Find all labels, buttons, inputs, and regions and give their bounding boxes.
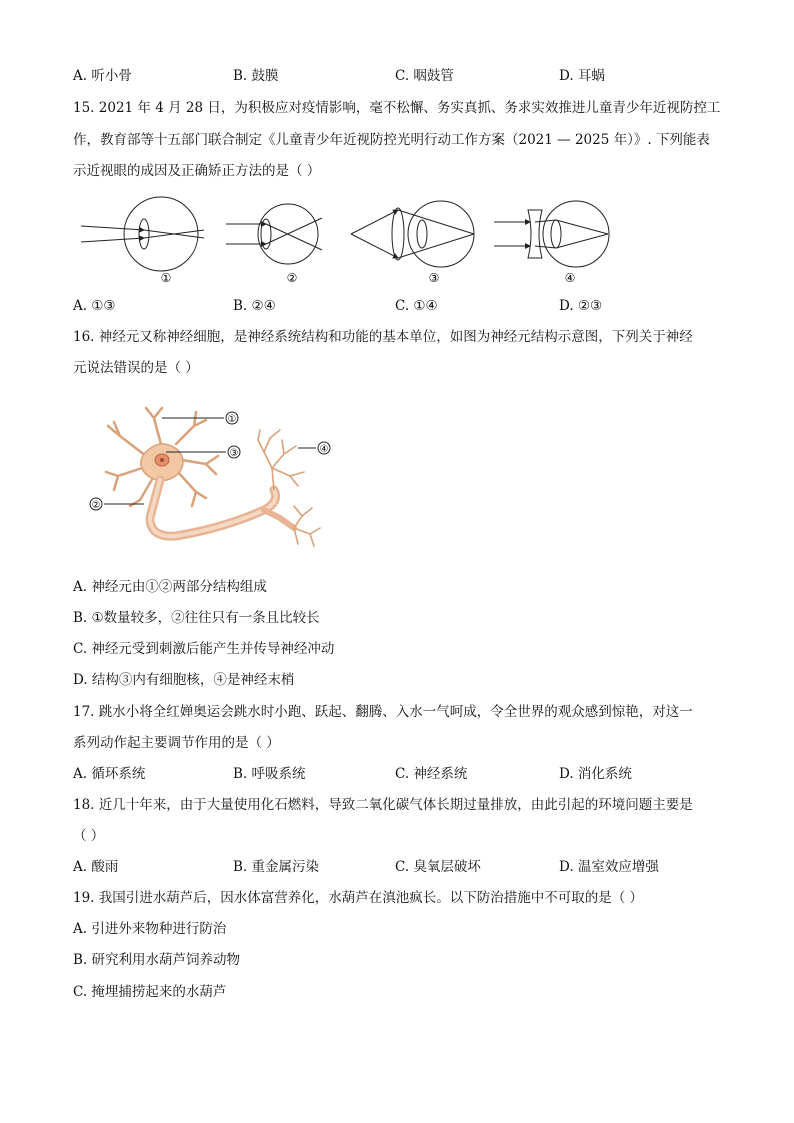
q17-stem-line-1: 17. 跳水小将全红婵奥运会跳水时小跑、跃起、翻腾、入水一气呵成，令全世界的观众感到惊艳，对这一 — [73, 704, 693, 720]
q18-option-c[interactable]: C. 臭氧层破坏 — [395, 859, 481, 875]
q18-option-d[interactable]: D. 温室效应增强 — [559, 859, 659, 875]
q18-stem-line-2: （ ） — [73, 828, 105, 844]
neuron-diagram-figure — [84, 406, 354, 556]
q15-stem-line-2: 作，教育部等十五部门联合制定《儿童青少年近视防控光明行动工作方案（2021 — 2025 年）》. 下列能表 — [73, 132, 710, 148]
eye-label-4: ④ — [564, 271, 576, 285]
q15-stem-line-3: 示近视眼的成因及正确矫正方法的是（ ） — [73, 163, 321, 179]
q17-option-d[interactable]: D. 消化系统 — [559, 766, 632, 782]
q18-stem-line-1: 18. 近几十年来，由于大量使用化石燃料，导致二氧化碳气体长期过量排放，由此引起的环境问题主要是 — [73, 797, 693, 813]
q14-option-c[interactable]: C. 咽鼓管 — [395, 68, 454, 84]
q15-stem-line-1: 15. 2021 年 4 月 28 日，为积极应对疫情影响，毫不松懈、务实真抓、务求实效推进儿童青少年近视防控工 — [73, 100, 721, 116]
q16-stem-line-2: 元说法错误的是（ ） — [73, 360, 199, 376]
q19-option-b[interactable]: B. 研究利用水葫芦饲养动物 — [73, 952, 241, 968]
q17-options — [73, 764, 733, 784]
q15-option-b[interactable]: B. ②④ — [233, 298, 276, 314]
q17-option-c[interactable]: C. 神经系统 — [395, 766, 468, 782]
q19-option-a[interactable]: A. 引进外来物种进行防治 — [73, 921, 227, 937]
eye-diagram-4 — [494, 201, 609, 267]
eye-diagram-3 — [351, 201, 474, 267]
q18-option-a[interactable]: A. 酸雨 — [73, 859, 119, 875]
q15-option-c[interactable]: C. ①④ — [395, 298, 438, 314]
q18-options — [73, 857, 733, 877]
eye-label-2: ② — [286, 271, 298, 285]
q19-option-c[interactable]: C. 掩埋捕捞起来的水葫芦 — [73, 984, 227, 1000]
eye-diagram-2 — [226, 204, 322, 264]
q14-option-d[interactable]: D. 耳蜗 — [559, 68, 605, 84]
q14-option-a[interactable]: A. 听小骨 — [73, 68, 132, 84]
eye-label-1: ① — [160, 271, 172, 285]
q17-option-a[interactable]: A. 循环系统 — [73, 766, 146, 782]
neuron-label-1: ① — [227, 414, 237, 425]
q16-option-a[interactable]: A. 神经元由①②两部分结构组成 — [73, 579, 267, 595]
neuron-label-4: ④ — [319, 444, 329, 455]
neuron-axon-terminals — [258, 430, 320, 546]
q16-option-b[interactable]: B. ①数量较多，②往往只有一条且比较长 — [73, 610, 320, 626]
neuron-label-3: ③ — [229, 448, 239, 459]
q15-option-d[interactable]: D. ②③ — [559, 298, 603, 314]
eye-diagram-figure — [76, 196, 636, 292]
eye-diagram-1 — [81, 197, 204, 271]
q15-options — [73, 296, 733, 316]
q17-option-b[interactable]: B. 呼吸系统 — [233, 766, 306, 782]
q19-stem-line-1: 19. 我国引进水葫芦后，因水体富营养化，水葫芦在滇池疯长。以下防治措施中不可取的是（ ） — [73, 890, 644, 906]
q14-option-b[interactable]: B. 鼓膜 — [233, 68, 279, 84]
eye-label-3: ③ — [428, 271, 440, 285]
q16-option-d[interactable]: D. 结构③内有细胞核，④是神经末梢 — [73, 672, 295, 688]
q16-option-c[interactable]: C. 神经元受到刺激后能产生并传导神经冲动 — [73, 641, 335, 657]
q16-stem-line-1: 16. 神经元又称神经细胞，是神经系统结构和功能的基本单位，如图为神经元结构示意图，下列关于神经 — [73, 329, 693, 345]
q17-stem-line-2: 系列动作起主要调节作用的是（ ） — [73, 735, 280, 751]
neuron-label-2: ② — [91, 500, 101, 511]
q18-option-b[interactable]: B. 重金属污染 — [233, 859, 320, 875]
q14-options — [73, 66, 733, 86]
q15-option-a[interactable]: A. ①③ — [73, 298, 116, 314]
